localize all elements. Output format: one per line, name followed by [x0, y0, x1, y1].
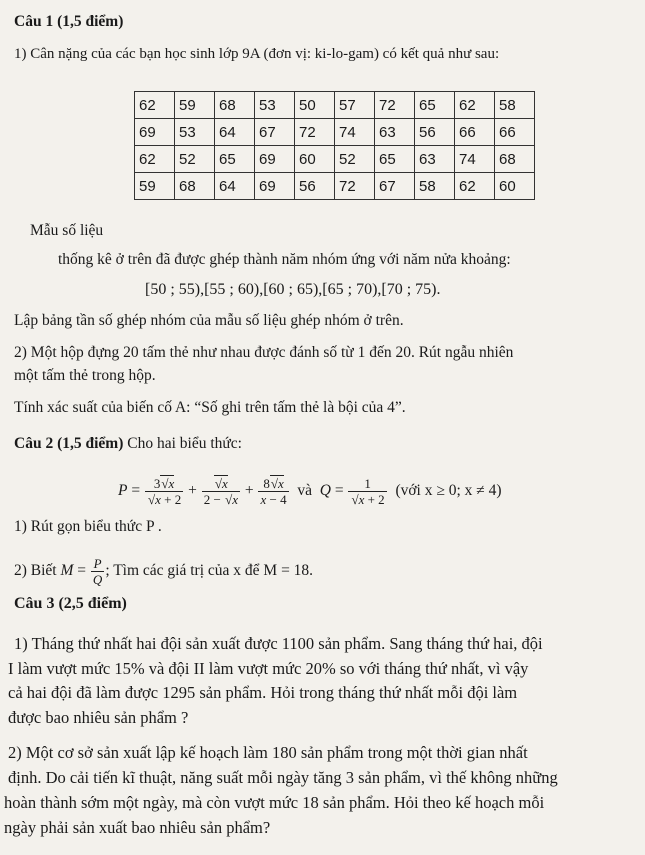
table-cell: 72 [375, 92, 415, 119]
table-cell: 58 [415, 173, 455, 200]
table-cell: 67 [255, 119, 295, 146]
table-cell: 56 [295, 173, 335, 200]
table-cell: 60 [295, 146, 335, 173]
table-cell: 62 [135, 146, 175, 173]
table-cell: 74 [455, 146, 495, 173]
q1-part2-line2: một tấm thẻ trong hộp. [14, 367, 156, 384]
table-cell: 69 [135, 119, 175, 146]
q3-p2-l4: ngày phải sản xuất bao nhiêu sản phẩm? [4, 818, 271, 837]
table-cell: 72 [295, 119, 335, 146]
table-row [135, 92, 535, 119]
table-cell: 66 [495, 119, 535, 146]
q2-intro: Cho hai biểu thức: [127, 435, 242, 452]
weight-data-table [134, 91, 535, 200]
q3-p2-l3: hoàn thành sớm một ngày, mà còn vượt mức 18 sản phẩm. Hỏi theo kế hoạch mỗi [4, 793, 545, 812]
table-cell: 57 [335, 92, 375, 119]
table-cell: 65 [415, 92, 455, 119]
table-cell: 68 [495, 146, 535, 173]
table-cell: 64 [215, 119, 255, 146]
q3-p2-l2: định. Do cải tiến kĩ thuật, năng suất mỗi ngày tăng 3 sản phẩm, vì thế không những [8, 768, 558, 787]
table-cell: 65 [215, 146, 255, 173]
table-cell: 74 [335, 119, 375, 146]
table-cell: 68 [175, 173, 215, 200]
table-cell: 53 [255, 92, 295, 119]
table-cell: 53 [175, 119, 215, 146]
table-row [135, 173, 535, 200]
table-cell: 66 [455, 119, 495, 146]
q3-p1-l1: 1) Tháng thứ nhất hai đội sản xuất được 1100 sản phẩm. Sang tháng thứ hai, đội [14, 634, 543, 653]
q2-part2-b: ; Tìm các giá trị của x để M = 18. [105, 562, 314, 579]
condition: (với x ≥ 0; x ≠ 4) [395, 482, 502, 499]
and-word: và [297, 482, 312, 499]
table-cell: 63 [375, 119, 415, 146]
table-cell: 65 [375, 146, 415, 173]
q2-part2-a: 2) Biết [14, 562, 57, 579]
q1-part2-line1: 2) Một hộp đựng 20 tấm thẻ như nhau được đánh số từ 1 đến 20. Rút ngẫu nhiên [14, 344, 514, 361]
table-row [135, 146, 535, 173]
table-cell: 69 [255, 173, 295, 200]
q2-part2: 2) Biết M = $\frac{P}{Q}$ ; Tìm các giá trị của x để M = 18. [14, 555, 314, 587]
table-cell: 64 [215, 173, 255, 200]
table-cell: 59 [135, 173, 175, 200]
table-cell: 67 [375, 173, 415, 200]
intervals: [50 ; 55),[55 ; 60),[60 ; 65),[65 ; 70),[70 ; 75). [145, 281, 441, 298]
q1-task: Lập bảng tần số ghép nhóm của mẫu số liệu ghép nhóm ở trên. [14, 312, 404, 329]
q3-p1-l2: I làm vượt mức 15% và đội II làm vượt mức 20% so với tháng thứ nhất, vì vậy [8, 659, 529, 678]
table-cell: 72 [335, 173, 375, 200]
table-cell: 52 [335, 146, 375, 173]
sample-label: Mẫu số liệu [30, 222, 104, 239]
table-cell: 68 [215, 92, 255, 119]
q2-part1: 1) Rút gọn biểu thức P . [14, 518, 162, 535]
table-cell: 58 [495, 92, 535, 119]
table-cell: 60 [495, 173, 535, 200]
q1-part2-task: Tính xác suất của biến cố A: “Số ghi trên tấm thẻ là bội của 4”. [14, 399, 406, 416]
q1-part1-intro: 1) Cân nặng của các bạn học sinh lớp 9A (đơn vị: ki-lo-gam) có kết quả như sau: [14, 46, 500, 62]
table-cell: 63 [415, 146, 455, 173]
table-cell: 62 [455, 173, 495, 200]
q3-p1-l4: được bao nhiêu sản phẩm ? [8, 708, 189, 727]
q3-p2-l1: 2) Một cơ sở sản xuất lập kế hoạch làm 180 sản phẩm trong một thời gian nhất [8, 743, 528, 762]
q3-title: Câu 3 (2,5 điểm) [14, 595, 127, 612]
table-cell: 62 [135, 92, 175, 119]
q2-title: Câu 2 (1,5 điểm) [14, 435, 124, 452]
table-cell: 59 [175, 92, 215, 119]
formula-line: P = $\frac{3√x}{√x + 2}$ + $\frac{√x}{2 - √x}$ + $\frac{8√x}{x - 4}$ và Q = $\frac{1}{√x + 2}$ (với x ≥ 0; x ≠ 4) [118, 475, 502, 507]
table-cell: 56 [415, 119, 455, 146]
q1-after-table: thống kê ở trên đã được ghép thành năm nhóm ứng với năm nửa khoảng: [58, 251, 511, 268]
q3-p1-l3: cả hai đội đã làm được 1295 sản phẩm. Hỏi trong tháng thứ nhất mỗi đội làm [8, 683, 518, 702]
table-cell: 52 [175, 146, 215, 173]
table-cell: 62 [455, 92, 495, 119]
table-cell: 69 [255, 146, 295, 173]
table-row [135, 119, 535, 146]
table-cell: 50 [295, 92, 335, 119]
q1-title: Câu 1 (1,5 điểm) [14, 13, 124, 30]
q2-heading [14, 434, 242, 454]
